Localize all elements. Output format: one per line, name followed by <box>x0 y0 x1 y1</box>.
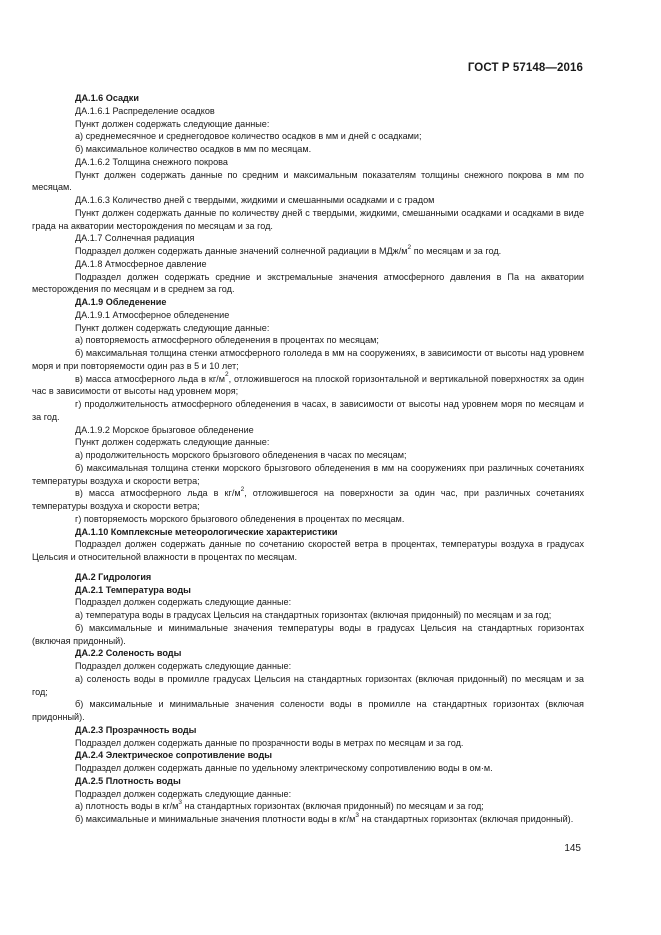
page-number: 145 <box>564 843 581 854</box>
text-run: на стандартных горизонтах (включая придонный) по месяцам и за год; <box>182 801 484 812</box>
paragraph: Подраздел должен содержать следующие данные: <box>75 661 292 671</box>
paragraph <box>32 245 584 258</box>
superscript: 2 <box>224 371 229 379</box>
list-item: б) максимальная толщина стенки морского брызгового обледенения в мм на сооружениях при различных сочетаниях температуры воздуха и скорости ветра; <box>32 462 584 486</box>
text-run: в) масса атмосферного льда в кг/м <box>75 373 225 384</box>
paragraph: Пункт должен содержать данные по количеству дней с твердыми, жидкими, смешанными осадками и осадками в виде града на акватории месторождения по месяцам и за год. <box>32 207 584 231</box>
section-heading: ДА.2.2 Соленость воды <box>75 648 182 659</box>
text-run: б) максимальные и минимальные значения плотности воды в кг/м <box>75 814 356 824</box>
paragraph: Пункт должен содержать данные по средним и максимальным показателям толщины снежного покрова в мм по месяцам. <box>32 169 584 193</box>
list-item: б) максимальная толщина стенки атмосферного гололеда в мм на сооружениях, в зависимости от высоты над уровнем моря и при повторяемости один раз в 5 и 10 лет; <box>32 348 584 371</box>
paragraph: Пункт должен содержать следующие данные: <box>75 322 270 333</box>
subsection-heading: ДА.1.6.2 Толщина снежного покрова <box>75 156 228 167</box>
list-item: г) повторяемость морского брызгового обледенения в процентах по месяцам. <box>75 513 405 524</box>
list-item <box>32 373 584 399</box>
document-body <box>32 92 584 826</box>
subsection-heading: ДА.1.8 Атмосферное давление <box>75 258 207 269</box>
list-item: б) максимальное количество осадков в мм по месяцам. <box>75 144 312 154</box>
section-heading: ДА.2.4 Электрическое сопротивление воды <box>75 750 273 761</box>
list-item <box>32 487 584 513</box>
text-run: , отложившегося на плоской горизонтальной и вертикальной поверхностях за один час в зависимости от высоты над уровнем моря; <box>32 373 584 397</box>
list-item: а) соленость воды в промилле градусах Цельсия на стандартных горизонтах (включая придонный) по месяцам и за год; <box>32 673 584 697</box>
paragraph: Подраздел должен содержать данные по прозрачности воды в метрах по месяцам и за год. <box>75 737 464 748</box>
list-item: б) максимальные и минимальные значения температуры воды в градусах Цельсия на стандартных горизонтах (включая придонный). <box>32 622 584 646</box>
section-heading: ДА.2.5 Плотность воды <box>75 775 181 786</box>
subsection-heading: ДА.1.9.1 Атмосферное обледенение <box>75 309 230 320</box>
list-item <box>32 813 584 826</box>
superscript: 3 <box>178 799 183 807</box>
document-header: ГОСТ Р 57148—2016 <box>467 62 583 74</box>
paragraph: Подраздел должен содержать следующие данные: <box>75 788 292 799</box>
superscript: 2 <box>407 243 412 251</box>
text-run: Подраздел должен содержать данные значений солнечной радиации в МДж/м <box>75 246 408 256</box>
subsection-heading: ДА.1.6.3 Количество дней с твердыми, жидкими и смешанными осадками и с градом <box>75 195 435 205</box>
list-item: а) среднемесячное и среднегодовое количество осадков в мм и дней с осадками; <box>75 131 422 142</box>
list-item: г) продолжительность атмосферного обледенения в часах, в зависимости от высоты над уровнем моря по месяцам и за год. <box>32 399 584 422</box>
section-heading: ДА.1.9 Обледенение <box>75 297 167 307</box>
paragraph: Пункт должен содержать следующие данные: <box>75 118 270 129</box>
list-item: а) температура воды в градусах Цельсия на стандартных горизонтах (включая придонный) по месяцам и за год; <box>75 610 552 620</box>
subsection-heading: ДА.1.7 Солнечная радиация <box>75 233 195 244</box>
superscript: 3 <box>355 811 359 819</box>
text-run: по месяцам и за год. <box>411 246 502 256</box>
text-run: на стандартных горизонтах (включая придонный). <box>358 814 574 824</box>
section-heading: ДА.2.1 Температура воды <box>75 584 191 595</box>
paragraph: Подраздел должен содержать следующие данные: <box>75 597 292 608</box>
text-run: а) плотность воды в кг/м <box>75 801 179 812</box>
paragraph: Подраздел должен содержать данные по удельному электрическому сопротивлению воды в ом·м. <box>75 763 493 773</box>
text-run: , отложившегося на поверхности за один час, при различных сочетаниях температуры воздуха и скорости ветра; <box>32 488 585 511</box>
paragraph: Подраздел должен содержать данные по сочетанию скоростей ветра в процентах, температуры воздуха в градусах Цельсия и относительной влажности в процентах по месяцам. <box>32 539 584 562</box>
subsection-heading: ДА.1.6.1 Распределение осадков <box>75 105 215 116</box>
chapter-heading: ДА.2 Гидрология <box>75 571 152 582</box>
paragraph: Подраздел должен содержать средние и экстремальные значения атмосферного давления в Па на акватории месторождения по месяцам и в среднем за год. <box>32 271 584 295</box>
list-item: а) продолжительность морского брызгового обледенения в часах по месяцам; <box>75 450 407 460</box>
text-run: в) масса атмосферного льда в кг/м <box>75 488 241 499</box>
list-item: б) максимальные и минимальные значения солености воды в промилле на стандартных горизонтах (включая придонный). <box>32 699 584 722</box>
section-heading: ДА.1.6 Осадки <box>75 93 139 103</box>
superscript: 2 <box>240 486 245 494</box>
paragraph: Пункт должен содержать следующие данные: <box>75 437 270 448</box>
list-item: а) повторяемость атмосферного обледенения в процентах по месяцам; <box>75 335 379 346</box>
section-heading: ДА.1.10 Комплексные метеорологические характеристики <box>75 526 338 537</box>
subsection-heading: ДА.1.9.2 Морское брызговое обледенение <box>75 424 254 435</box>
section-heading: ДА.2.3 Прозрачность воды <box>75 724 197 735</box>
list-item <box>32 800 584 813</box>
